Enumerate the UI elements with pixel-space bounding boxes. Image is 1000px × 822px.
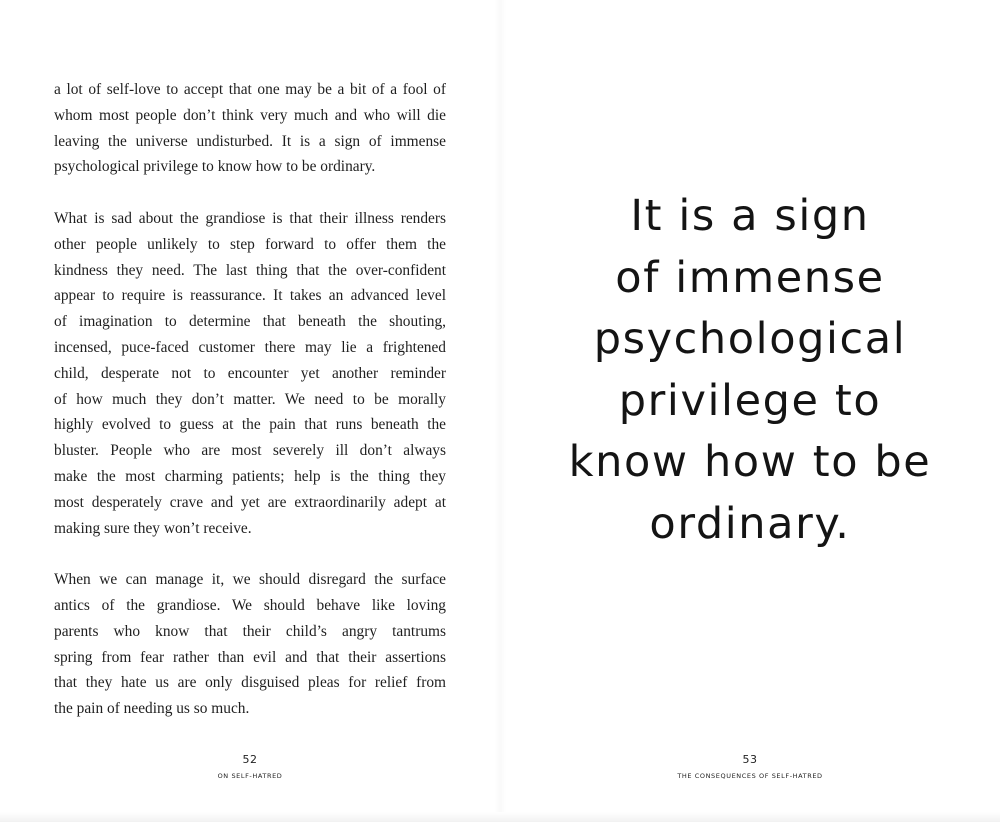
text-line: child, desperate not to encounter yet another reminder [54,364,446,382]
body-text [54,77,446,748]
paragraph-3 [54,567,446,722]
text-line: of imagination to determine that beneath the shouting, [54,313,446,331]
pull-quote-line: of immense [615,252,885,303]
right-folio [500,752,1000,780]
page-number: 53 [742,753,758,766]
text-line: the pain of needing us so much. [54,700,250,718]
text-line: parents who know that their child’s angry tantrums [54,622,446,640]
running-footer: ON SELF-HATRED [217,772,283,780]
page-edge [0,812,1000,822]
pull-quote-line: It is a sign [630,191,870,241]
text-line: a lot of self-love to accept that one may be a bit of a fool of [54,81,446,98]
pull-quote-line: know how to be [568,437,932,487]
pull-quote-line: ordinary. [649,498,851,549]
text-line: make the most charming patients; help is the thing they [54,467,446,485]
text-line: appear to require is reassurance. It takes an advanced level [54,287,446,305]
text-line: making sure they won’t receive. [54,519,252,537]
pull-quote [500,186,1000,555]
text-line: highly evolved to guess at the pain that runs beneath the [54,416,446,434]
text-line: of how much they don’t matter. We need to be morally [54,390,446,408]
text-line: that they hate us are only disguised pleas for relief from [54,674,446,692]
text-line: kindness they need. The last thing that the over-confident [54,261,446,279]
page-number: 52 [242,753,258,766]
text-line: antics of the grandiose. We should behave like loving [54,596,446,614]
text-line: most desperately crave and yet are extraordinarily adept at [54,493,446,511]
text-line: bluster. People who are most severely ill don’t always [54,442,446,460]
text-line: psychological privilege to know how to be ordinary. [54,158,376,176]
text-line: other people unlikely to step forward to offer them the [54,235,446,253]
paragraph-1 [54,77,446,180]
running-footer: THE CONSEQUENCES OF SELF-HATRED [677,772,823,780]
text-line: leaving the universe undisturbed. It is a sign of immense [54,132,446,150]
text-line: When we can manage it, we should disregard the surface [54,571,446,589]
text-line: incensed, puce-faced customer there may lie a frightened [54,338,446,356]
text-line: What is sad about the grandiose is that their illness renders [54,209,446,227]
text-line: whom most people don’t think very much and who will die [54,106,446,124]
paragraph-2 [54,206,446,541]
text-line: spring from fear rather than evil and that their assertions [54,648,446,666]
pull-quote-line: psychological [593,314,907,364]
pull-quote-line: privilege to [618,375,882,426]
right-page [500,0,1000,822]
left-folio [0,752,500,780]
